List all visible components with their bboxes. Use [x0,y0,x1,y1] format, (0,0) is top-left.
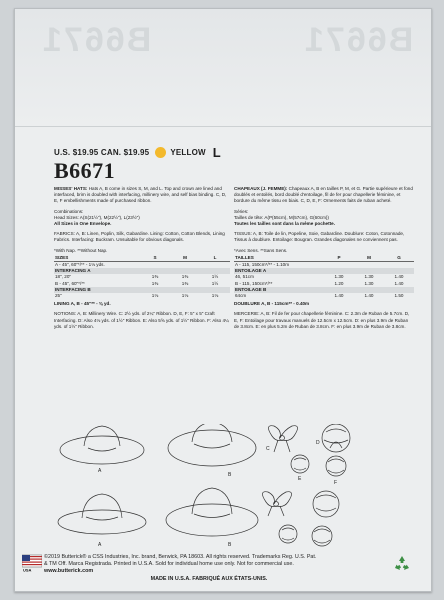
english-table-cell: 1½ [211,280,219,286]
english-column [54,186,230,334]
french-yardage-table [234,255,414,299]
illus-label-f: F [334,480,338,486]
flower-f-drawing [326,456,346,476]
footer-copyright: ©2019 Butterick® a CSS Industries, Inc. brand, Berwick, PA 18603. All rights reserved. Trademarks Reg. U.S. Pat. [44,554,317,560]
french-intro-title: CHAPEAUX (J. FEMME): [234,186,288,191]
french-lining: DOUBLURE A, B - 115cm** - 0.40m [234,301,310,307]
french-all-sizes: Toutes les tailles sont dans la même pochette. [234,221,336,227]
english-table-cell: 25" [55,293,62,299]
illus-label-b-back: B [228,542,232,548]
hat-illustrations [54,424,384,554]
french-fabrics: TISSUS: A, B: Toile de lin, Popeline, Soie, Gabardine. Doublure: Coton, Cotonnade, Tissus à doublure. Entoilage: Bougran. Grandes diagonales ne conviennent pas. [234,231,405,243]
hat-b-front-drawing [168,424,256,466]
illus-label-e: E [298,476,302,482]
french-table-cell [324,262,354,269]
french-table-header [234,255,414,262]
flap-bleed-through-right: B6671 [302,21,413,59]
english-table-cell: 1⅛ [181,293,189,299]
size-letter: L [212,145,221,160]
english-table-cell: 1⅜ [181,280,189,286]
price-text: U.S. $19.95 CAN. $19.95 [54,148,150,157]
english-intro-title: MISSES' HATS: [54,186,88,191]
english-table-cell: 1⅛ [151,293,159,299]
flower-d-drawing [322,424,350,452]
footer-website: www.butterick.com [44,568,94,575]
french-table-cell: 1.40 [394,280,404,286]
english-table-cell: 1⅜ [151,280,159,286]
english-lining: LINING A, B - 45"** - ⅜ yd. [54,301,111,307]
flower-f-back-drawing [312,526,332,546]
english-table-cell: INTERFACING A [54,268,140,274]
illus-label-d: D [316,440,320,446]
usa-flag-icon [22,552,42,572]
french-table-cell: ENTOILAGE A [234,268,324,274]
french-table-row [234,262,414,269]
english-intro [54,186,230,205]
french-table-cell: 1.30 [364,274,374,280]
flower-e-drawing [291,455,309,473]
english-table-header-cell: S [140,255,170,262]
french-table-cell: 1.30 [334,274,344,280]
french-intro-body: Chapeaux A, B en tailles P, M, et G. Partie supérieure et fond doublés et entoilés, bord doublé d'entoilage, fil de fer pour chapellerie féminine, et bordure du même tissu en biais. C, D, E, F: Ornements faits de ruban acheté. [234,186,413,204]
combinations-label: Combinations: [54,208,84,214]
french-table-cell [354,262,384,269]
footer-text [44,554,374,583]
french-nap-note: *Avec Sens. **Sans Sens. [234,247,288,253]
bow-c-drawing [268,426,297,452]
french-head-sizes: Tailles de tête: A(P(55cm), M(57cm), G(60cm)) [234,214,329,220]
french-table-header-cell: M [354,255,384,262]
english-table-cell: 1⅜ [151,274,159,280]
english-table-cell: 1⅜ [181,274,189,280]
flower-e-back-drawing [279,525,297,543]
french-table-cell: 64cm [235,293,247,299]
french-table-cell: 1.40 [364,293,374,299]
english-table-cell: INTERFACING B [54,287,140,293]
english-table-cell: 1⅛ [211,293,219,299]
french-table-cell: B - 115, 150cm*/** [235,280,273,286]
envelope-flap [15,9,431,127]
french-column [234,186,414,334]
english-table-cell: 18", 20" [55,274,72,280]
english-intro-body: Hats A, B come in sizes S, M, and L. Top and crown are lined and interfaced, brim is doubled with interfacing, millinery wire, and self bias binding. C, D, E, F embellishments made of purchased ribbon. [54,186,227,204]
english-table-header-cell: L [200,255,230,262]
series-label: Séries: [234,208,249,214]
illus-label-b: B [228,472,232,478]
footer-trademark: & TM Off. Marca Registrada. Printed in U.S.A. Sold for individual home use only. Not for commercial use. [44,561,294,568]
pattern-number: B6671 [54,158,116,183]
english-table-cell: 1½ [211,274,219,280]
color-word: YELLOW [170,148,206,157]
french-notions: MERCERIE: A, B: Fil de fer pour chapellerie féminine. C: 2.3m de Ruban de 5.7cm. D, E, F: Entoilage pour travaux manuels de 12.5cm x 12.5cm. D: en plus 3.9m de Ruban de 3.8cm. E: en plus 5.2m de Ruban de 3.8cm. F: en plus 3.9m de Ruban de 3.8cm. [234,311,410,329]
flag-caption: USA [23,567,32,572]
french-table-cell: 46, 51cm [235,274,254,280]
french-intro [234,186,414,205]
english-fabrics: FABRICS: A, B: Linen, Poplin, Silk, Gabardine. Lining: Cotton, Cotton Blends, Lining Fabrics. Interfacing: Buckram. Unsuitable for obvious diagonals. [54,231,225,243]
illus-label-a: A [98,468,102,474]
french-table-cell: A - 115, 150cm*/** - 1.10m [235,262,290,268]
french-table-header-cell: G [384,255,414,262]
french-table-cell: 1.50 [394,293,404,299]
hat-a-front-drawing [60,426,144,464]
french-table-cell: ENTOILAGE B [234,287,324,293]
french-series [234,209,414,228]
illus-label-a-back: A [98,542,102,548]
recycle-icon [392,554,412,574]
french-table-cell: 1.40 [334,293,344,299]
hat-b-back-drawing [166,488,258,536]
french-table-header-cell: P [324,255,354,262]
english-table-cell: A - 45", 60"*/** - 1⅛ yds. [55,262,105,268]
english-yardage-table [54,255,230,299]
french-table-cell: 1.20 [334,280,344,286]
hat-a-back-drawing [58,494,146,534]
english-head-sizes: Head Sizes: A(S(21½"), M(22½"), L(23½") [54,214,140,220]
english-table-header-cell: M [170,255,200,262]
english-table-cell: B - 45", 60"*/** [55,280,85,286]
english-combinations [54,209,230,228]
french-table-cell [384,262,414,269]
flap-bleed-through-left: B6671 [41,21,152,59]
bow-c-back-drawing [262,492,291,516]
french-table-cell: 1.40 [394,274,404,280]
english-notions: NOTIONS: A, B: Millinery Wire. C: 2½ yds. of 2¼" Ribbon. D, E, F: 5" x 5" Craft Interfacing. D: Also 4⅛ yds. of 1½" Ribbon. E: Also 5⅝ yds. of 1½" Ribbon. F: Also 4¼ yds. of 1½" Ribbon. [54,311,229,329]
french-table-header-cell: TAILLES [234,255,324,262]
flower-d-back-drawing [313,491,339,517]
french-table-row [234,293,414,299]
english-table-row [54,262,230,269]
english-table-row [54,293,230,299]
illus-label-c: C [266,446,270,452]
yellow-dot-icon [155,147,166,158]
english-table-header [54,255,230,262]
english-nap-note: *With Nap. **Without Nap. [54,247,108,253]
english-table-cell [200,262,230,269]
english-table-header-cell: SIZES [54,255,140,262]
french-table-cell: 1.30 [364,280,374,286]
english-all-sizes: All Sizes in One Envelope. [54,221,112,227]
english-table-cell [140,262,170,269]
english-table-cell [170,262,200,269]
footer-made-in: MADE IN U.S.A. FABRIQUÉ AUX ÉTATS-UNIS. [150,575,268,582]
